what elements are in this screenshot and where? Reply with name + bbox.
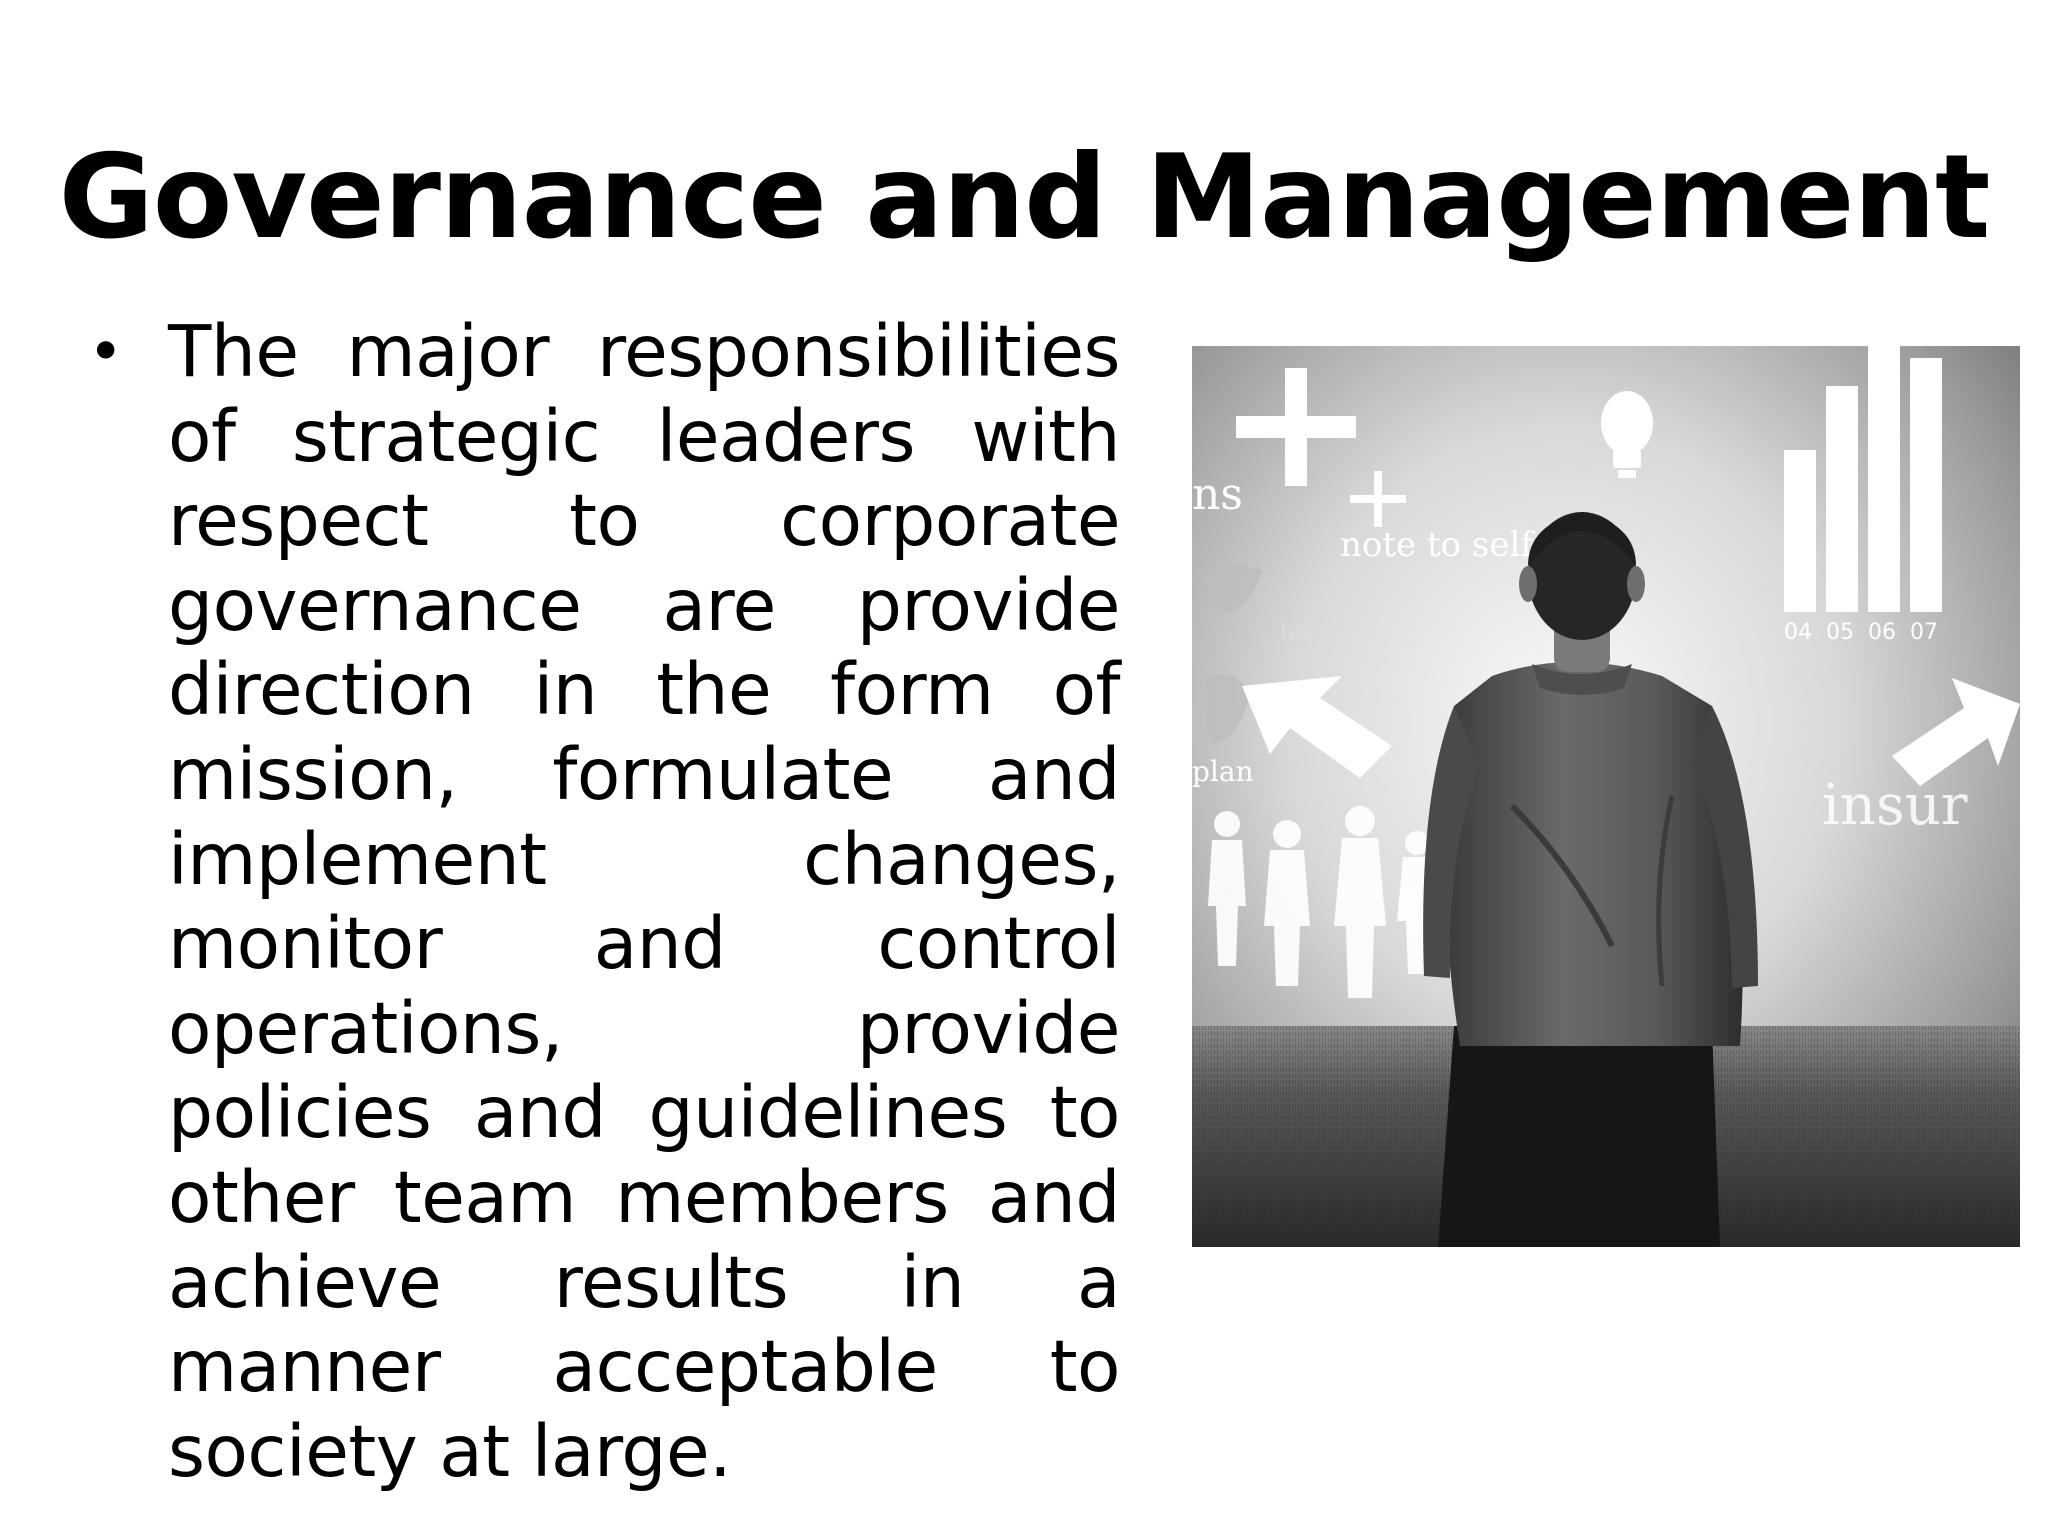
overlay-text-tax: tax: [1280, 620, 1315, 645]
businessman-photo: [1192, 346, 2020, 1247]
year-label: 06: [1868, 620, 1896, 645]
overlay-text-plan: plan: [1192, 755, 1254, 788]
bullet-list: [84, 310, 1120, 1494]
overlay-text-ns: ns: [1192, 469, 1243, 520]
overlay-text-note: note to self: [1340, 525, 1533, 565]
bullet-item: [84, 310, 1120, 1494]
year-label: 07: [1910, 620, 1938, 645]
year-label: 04: [1784, 620, 1812, 645]
overlay-text-insur: insur: [1822, 773, 1968, 838]
year-label: 05: [1826, 620, 1854, 645]
bullet-dot-icon: •: [88, 317, 123, 387]
slide-title: Governance and Management: [58, 130, 1990, 265]
bullet-text: The major responsibilities of strategic leaders with respect to corporate governance are provide direction in the form of mission, formulate and implement changes, monitor and control operations, provide policies and guidelines to other team members and achieve results in a manner acceptable to society at large.: [168, 310, 1120, 1493]
